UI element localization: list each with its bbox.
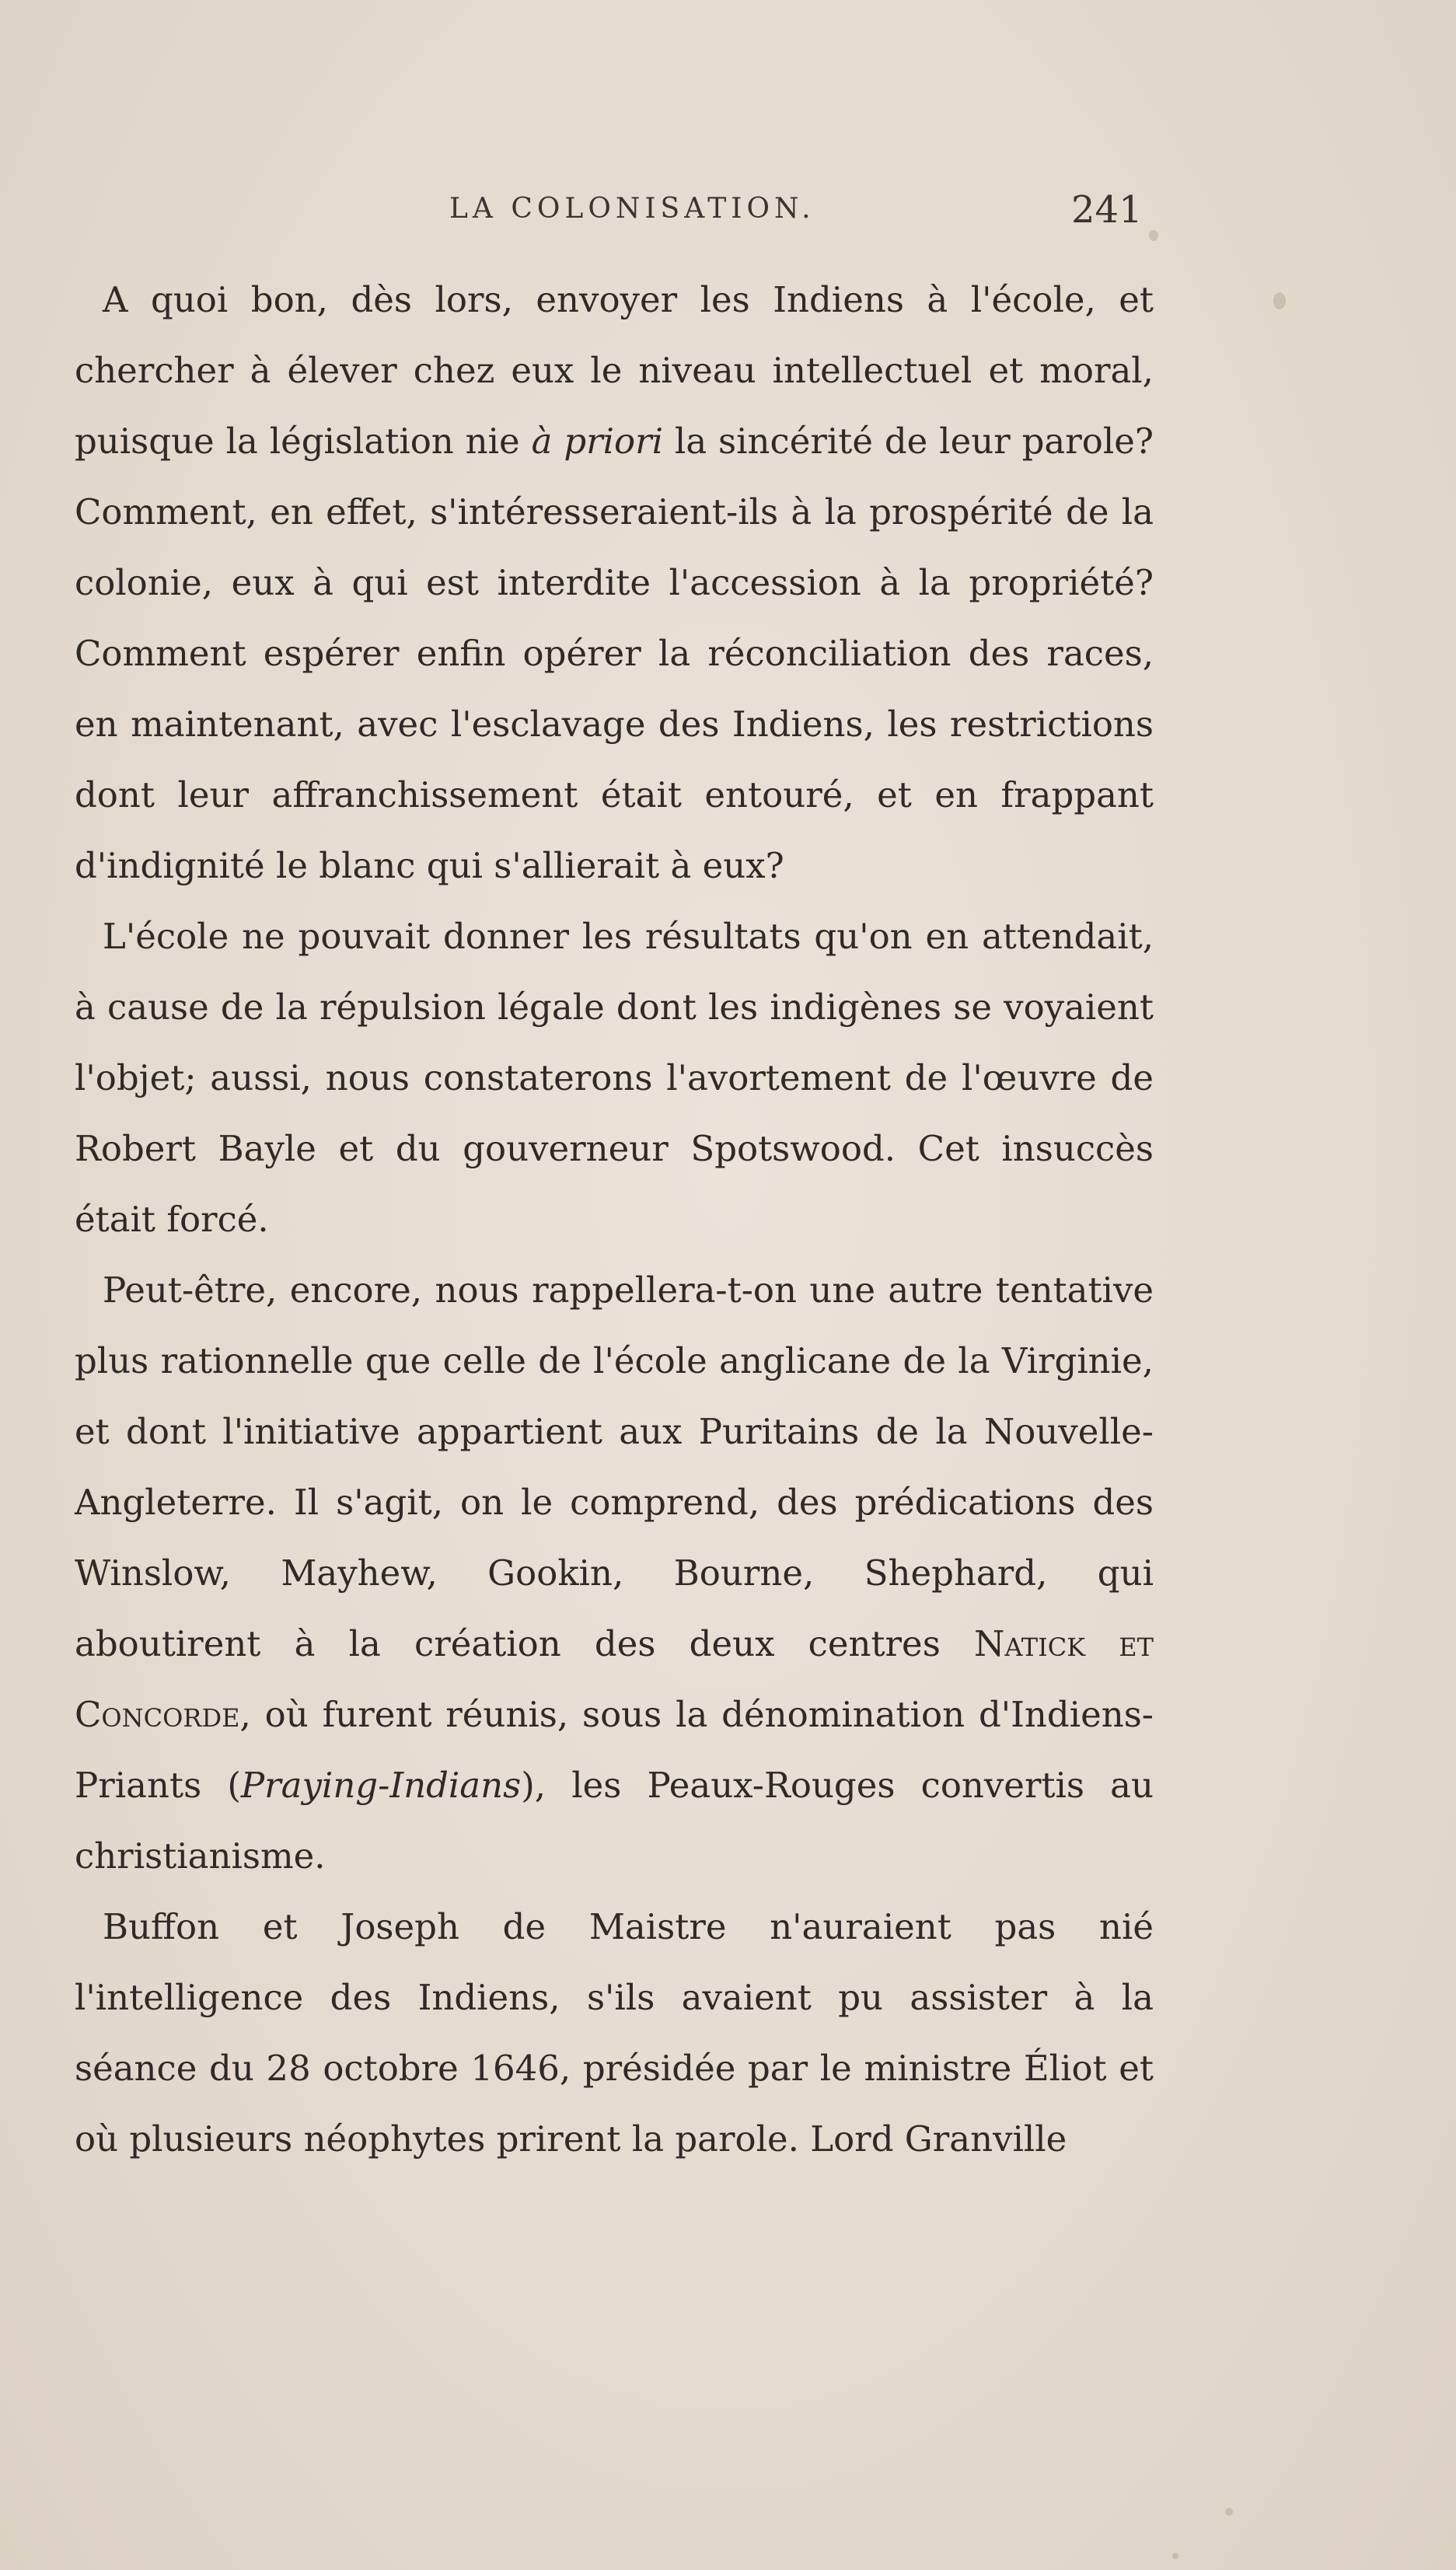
paper-spot (1273, 292, 1286, 309)
paragraph-3-text-b: , où furent réunis, sous la dénomination d'Indiens-Priants ( (75, 1694, 1154, 1806)
paragraph-4: Buffon et Joseph de Maistre n'auraient pas nié l'intelligence des Indiens, s'ils avaient pu assister à la séance du 28 octobre 1646, présidée par le ministre Éliot et où plusieurs néophytes prirent la parole. Lord Granville (75, 1906, 1154, 2160)
page-number: 241 (1071, 188, 1143, 232)
paragraph-3-text-c: ), les Peaux-Rouges convertis au christianisme. (75, 1765, 1154, 1877)
running-head-title: LA COLONISATION. (449, 193, 815, 225)
paragraph-1-italic: à priori (531, 421, 664, 462)
paragraph-3-smallcaps: Natick et Concorde (75, 1623, 1154, 1735)
paper-spot (1225, 2508, 1233, 2516)
paper-spot (1149, 230, 1158, 241)
paper-spot (1172, 2553, 1178, 2559)
paragraph-3 (75, 1255, 1154, 1891)
paragraph-3-text-a: Peut-être, encore, nous rappellera-t-on une autre tentative plus rationnelle que celle de l'école anglicane de la Virginie, et dont l'initiative appartient aux Puritains de la Nouvelle-Angleterre. Il s'agit, on le comprend, des prédications des Winslow, Mayhew, Gookin, Bourne, Shephard, qui aboutirent à la création des deux centres (75, 1269, 1154, 1664)
body-text (75, 264, 1154, 2174)
paragraph-2: L'école ne pouvait donner les résultats qu'on en attendait, à cause de la répulsion légale dont les indigènes se voyaient l'objet; aussi, nous constaterons l'avortement de l'œuvre de Robert Bayle et du gouverneur Spotswood. Cet insuccès était forcé. (75, 916, 1154, 1240)
running-head (0, 188, 1456, 239)
paragraph-1 (75, 264, 1154, 901)
paragraph-3-italic: Praying-Indians (240, 1765, 522, 1806)
paragraph-1-text-a: A quoi bon, dès lors, envoyer les Indiens à l'école, et chercher à élever chez eux le niveau intellectuel et moral, puisque la législation nie (75, 279, 1154, 462)
paragraph-1-text-b: la sincérité de leur parole? Comment, en effet, s'intéresseraient-ils à la prospérité de la colonie, eux à qui est interdite l'accession à la propriété? Comment espérer enfin opérer la réconciliation des races, en maintenant, avec l'esclavage des Indiens, les restrictions dont leur affranchissement était entouré, et en frappant d'indignité le blanc qui s'allierait à eux? (75, 421, 1154, 886)
